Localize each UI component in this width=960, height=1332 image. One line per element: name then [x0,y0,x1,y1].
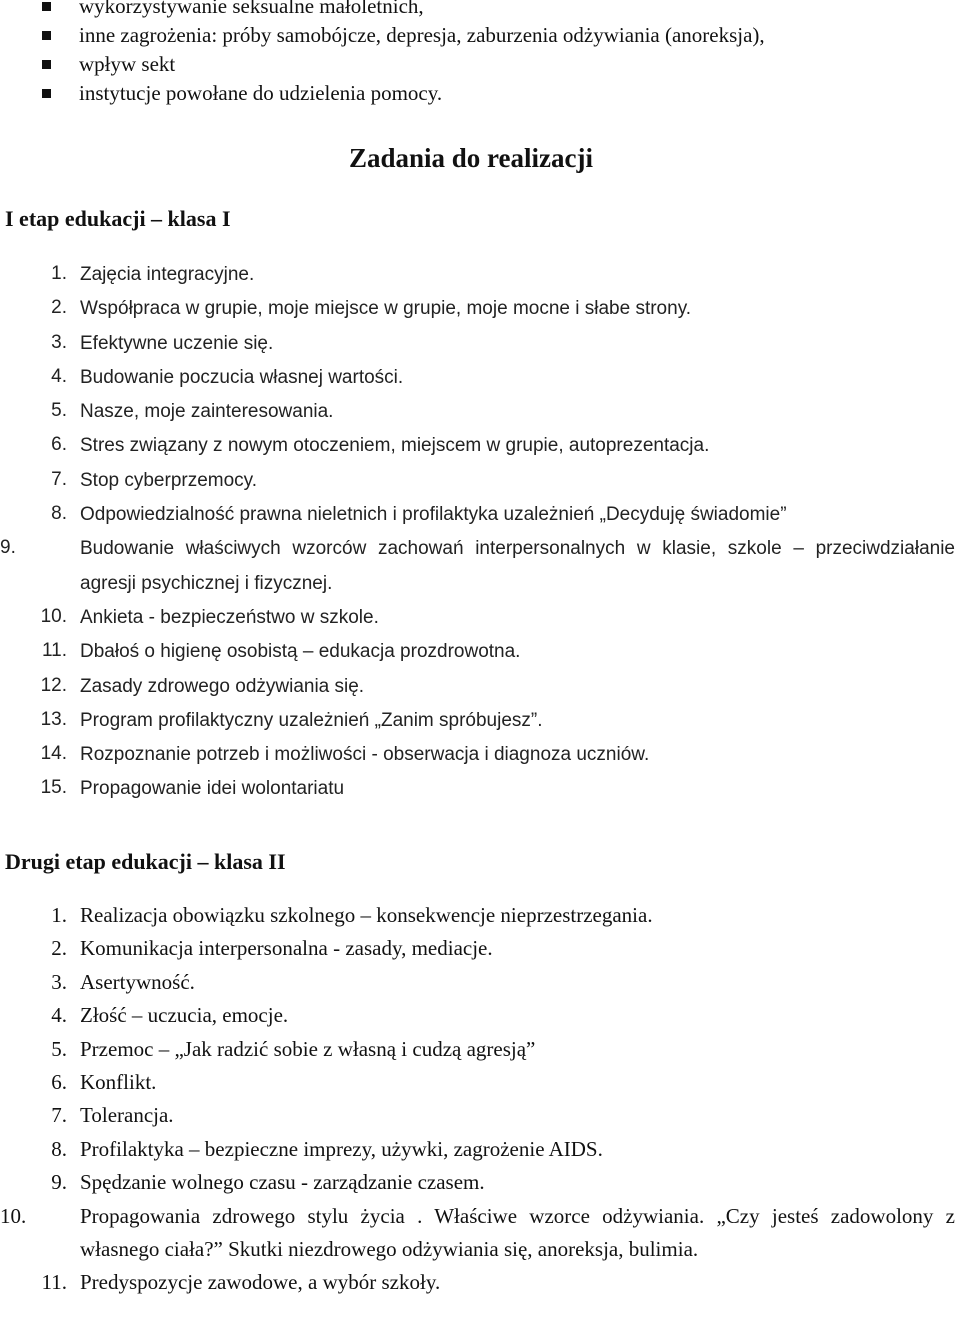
task-item [0,428,960,462]
task-item [0,737,960,771]
task-text: Stres związany z nowym otoczeniem, miejscem w grupie, autoprezentacja. [80,435,710,457]
task-number: 13. [40,708,67,730]
task-text: Nasze, moje zainteresowania. [80,401,334,423]
task-text: Zasady zdrowego odżywiania się. [80,675,365,697]
task-number: 8. [51,503,67,525]
bullet-item [0,21,960,50]
task-item [0,999,960,1032]
task-item [0,1066,960,1099]
task-item [0,669,960,703]
risk-bullet-list [0,0,960,108]
task-item [0,326,960,360]
task-text: Złość – uczucia, emocje. [80,1003,289,1028]
task-item [0,600,960,634]
task-number: 2. [51,936,67,961]
task-number: 9. [0,537,16,559]
task-item [0,497,960,531]
square-bullet-icon [42,89,51,98]
task-number: 14. [40,743,67,765]
task-number: 5. [51,1036,67,1061]
task-text: Współpraca w grupie, moje miejsce w grupie, moje mocne i słabe strony. [80,298,692,320]
task-number: 11. [41,1270,67,1295]
task-text: Budowanie poczucia własnej wartości. [80,366,404,388]
bullet-text: wykorzystywanie seksualne małoletnich, [79,0,424,18]
stage1-heading: I etap edukacji – klasa I [5,206,231,231]
square-bullet-icon [42,60,51,69]
stage2-task-list [0,899,960,1300]
bullet-item [0,79,960,108]
task-number: 10. [40,605,67,627]
square-bullet-icon [42,31,51,40]
task-text: Budowanie właściwych wzorców zachowań interpersonalnych w klasie, szkole – przeciwdziałanie agresji psychicznej i fizycznej. [80,538,955,594]
task-item [0,703,960,737]
task-text: Przemoc – „Jak radzić sobie z własną i cudzą agresją” [80,1036,536,1061]
task-number: 10. [0,1203,27,1228]
task-text: Asertywność. [80,969,195,994]
task-text: Propagowanie idei wolontariatu [80,778,345,800]
task-item [0,966,960,999]
task-number: 9. [51,1170,67,1195]
task-text: Odpowiedzialność prawna nieletnich i profilaktyka uzależnień „Decyduję świadomie” [80,504,787,526]
task-item [0,932,960,965]
task-text: Zajęcia integracyjne. [80,264,255,285]
task-item [0,1133,960,1166]
task-item [0,463,960,497]
task-item [0,1266,960,1299]
bullet-item [0,50,960,79]
task-item [0,1166,960,1199]
task-number: 2. [51,297,67,319]
stage2-heading: Drugi etap edukacji – klasa II [5,849,286,874]
task-item [0,634,960,668]
task-number: 6. [51,1070,67,1095]
task-number: 3. [51,331,67,353]
task-text: Propagowania zdrowego stylu życia . Właściwe wzorce odżywiania. „Czy jesteś zadowolony z własnego ciała?” Skutki niezdrowego odżywiania się, anoreksja, bulimia. [80,1203,955,1262]
bullet-text: wpływ sekt [79,52,176,76]
task-text: Dbałoś o higienę osobistą – edukacja prozdrowotna. [80,641,521,663]
task-text: Efektywne uczenie się. [80,332,274,354]
task-number: 15. [40,777,67,799]
task-text: Ankieta - bezpieczeństwo w szkole. [80,606,379,628]
task-text: Konflikt. [80,1070,157,1095]
task-number: 8. [51,1136,67,1161]
section-title: Zadania do realizacji [349,143,594,173]
task-number: 7. [51,468,67,490]
task-item [0,291,960,325]
task-item [0,1200,960,1267]
task-number: 5. [51,400,67,422]
square-bullet-icon [42,2,51,11]
task-number: 12. [40,674,67,696]
task-number: 4. [51,365,67,387]
bullet-item [0,0,960,21]
stage1-task-list [0,257,960,806]
bullet-text: inne zagrożenia: próby samobójcze, depresja, zaburzenia odżywiania (anoreksja), [79,23,765,47]
task-number: 1. [51,263,67,284]
task-text: Spędzanie wolnego czasu - zarządzanie czasem. [80,1170,485,1195]
task-number: 4. [51,1003,67,1028]
task-item [0,1099,960,1132]
task-number: 6. [51,434,67,456]
task-item [0,771,960,805]
task-item [0,899,960,932]
task-text: Realizacja obowiązku szkolnego – konsekwencje nieprzestrzegania. [80,903,653,927]
task-text: Predyspozycje zawodowe, a wybór szkoły. [80,1270,441,1295]
task-number: 7. [51,1103,67,1128]
task-item [0,394,960,428]
task-item [0,531,960,600]
bullet-text: instytucje powołane do udzielenia pomocy. [79,81,443,105]
task-text: Program profilaktyczny uzależnień „Zanim spróbujesz”. [80,709,543,731]
task-item [0,257,960,291]
task-text: Komunikacja interpersonalna - zasady, mediacje. [80,936,493,961]
task-number: 11. [41,640,67,662]
task-item [0,360,960,394]
task-text: Profilaktyka – bezpieczne imprezy, używki, zagrożenie AIDS. [80,1136,603,1161]
task-number: 3. [51,969,67,994]
task-text: Rozpoznanie potrzeb i możliwości - obserwacja i diagnoza uczniów. [80,744,650,766]
task-item [0,1033,960,1066]
task-text: Tolerancja. [80,1103,174,1128]
task-number: 1. [51,903,67,927]
task-text: Stop cyberprzemocy. [80,469,258,491]
